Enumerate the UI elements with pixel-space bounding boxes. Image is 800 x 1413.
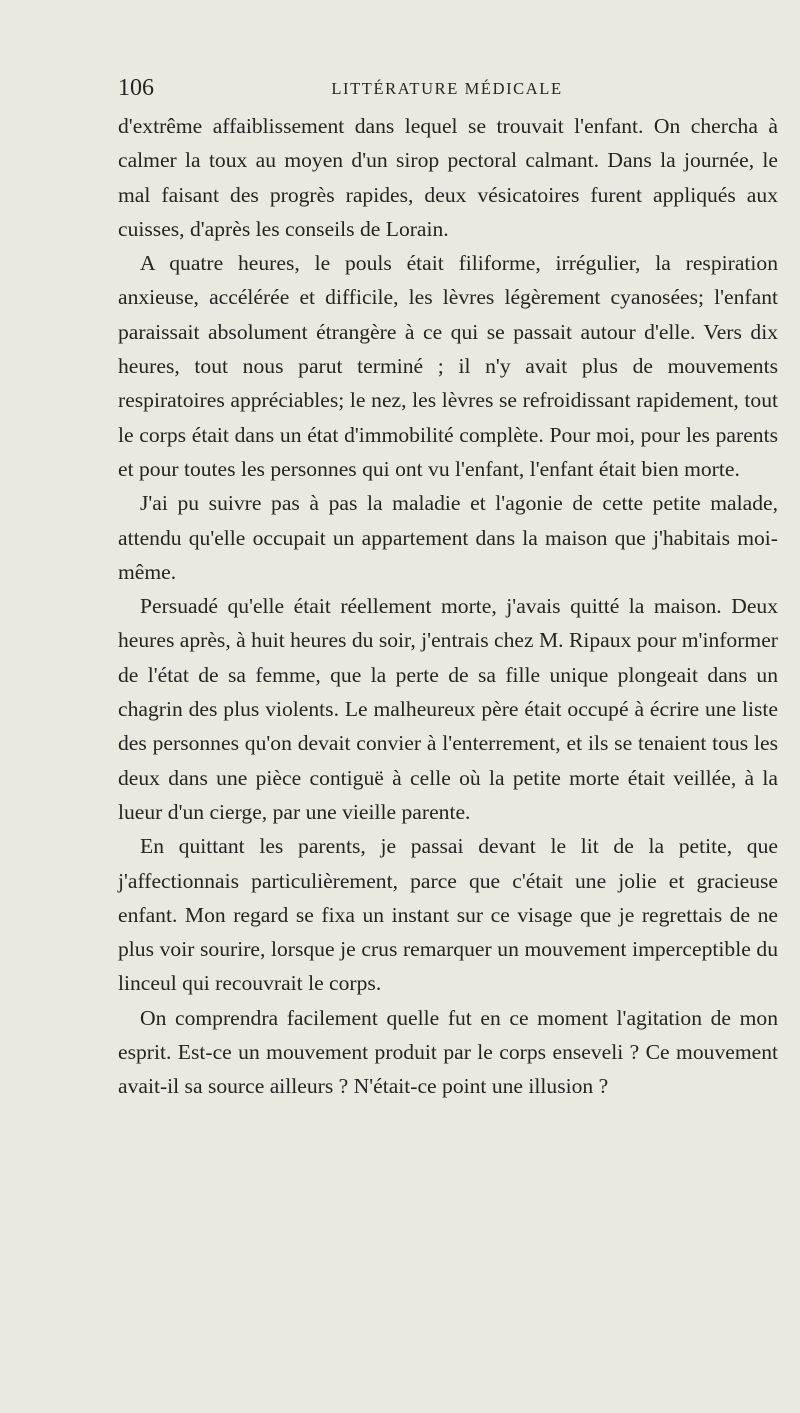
paragraph: A quatre heures, le pouls était filiforme, irrégulier, la respiration anxieuse, accélérée et difficile, les lèvres légèrement cyanosées; l'enfant paraissait absolument étrangère à ce qui se passait autour d'elle. Vers dix heures, tout nous parut terminé ; il n'y avait plus de mouvements respiratoires appréciables; le nez, les lèvres se refroidissant rapidement, tout le corps était dans un état d'immobilité complète. Pour moi, pour les parents et pour toutes les personnes qui ont vu l'enfant, l'enfant était bien morte. — [118, 251, 778, 481]
running-title: LITTÉRATURE MÉDICALE — [331, 79, 563, 98]
page-header — [118, 74, 776, 104]
paragraph: J'ai pu suivre pas à pas la maladie et l'agonie de cette petite malade, attendu qu'elle occupait un appartement dans la maison que j'habitais moi-même. — [118, 491, 778, 584]
paragraph: d'extrême affaiblissement dans lequel se trouvait l'enfant. On chercha à calmer la toux au moyen d'un sirop pectoral calmant. Dans la journée, le mal faisant des progrès rapides, deux vésicatoires furent appliqués aux cuisses, d'après les conseils de Lorain. — [118, 114, 778, 241]
page-number: 106 — [118, 75, 154, 101]
paragraph: On comprendra facilement quelle fut en ce moment l'agitation de mon esprit. Est-ce un mouvement produit par le corps enseveli ? Ce mouvement avait-il sa source ailleurs ? N'était-ce point une illusion ? — [118, 1005, 778, 1099]
paragraph: En quittant les parents, je passai devant le lit de la petite, que j'affectionnais particulièrement, parce que c'était une jolie et gracieuse enfant. Mon regard se fixa un instant sur ce visage que je regrettais de ne plus voir sourire, lorsque je crus remarquer un mouvement imperceptible du linceul qui recouvrait le corps. — [118, 834, 778, 996]
body-text — [118, 109, 778, 1104]
paragraph: Persuadé qu'elle était réellement morte, j'avais quitté la maison. Deux heures après, à huit heures du soir, j'entrais chez M. Ripaux pour m'informer de l'état de sa femme, que la perte de sa fille unique plongeait dans un chagrin des plus violents. Le malheureux père était occupé à écrire une liste des personnes qu'on devait convier à l'enterrement, et ils se tenaient tous les deux dans une pièce contiguë à celle où la petite morte était veillée, à la lueur d'un cierge, par une vieille parente. — [118, 594, 778, 824]
